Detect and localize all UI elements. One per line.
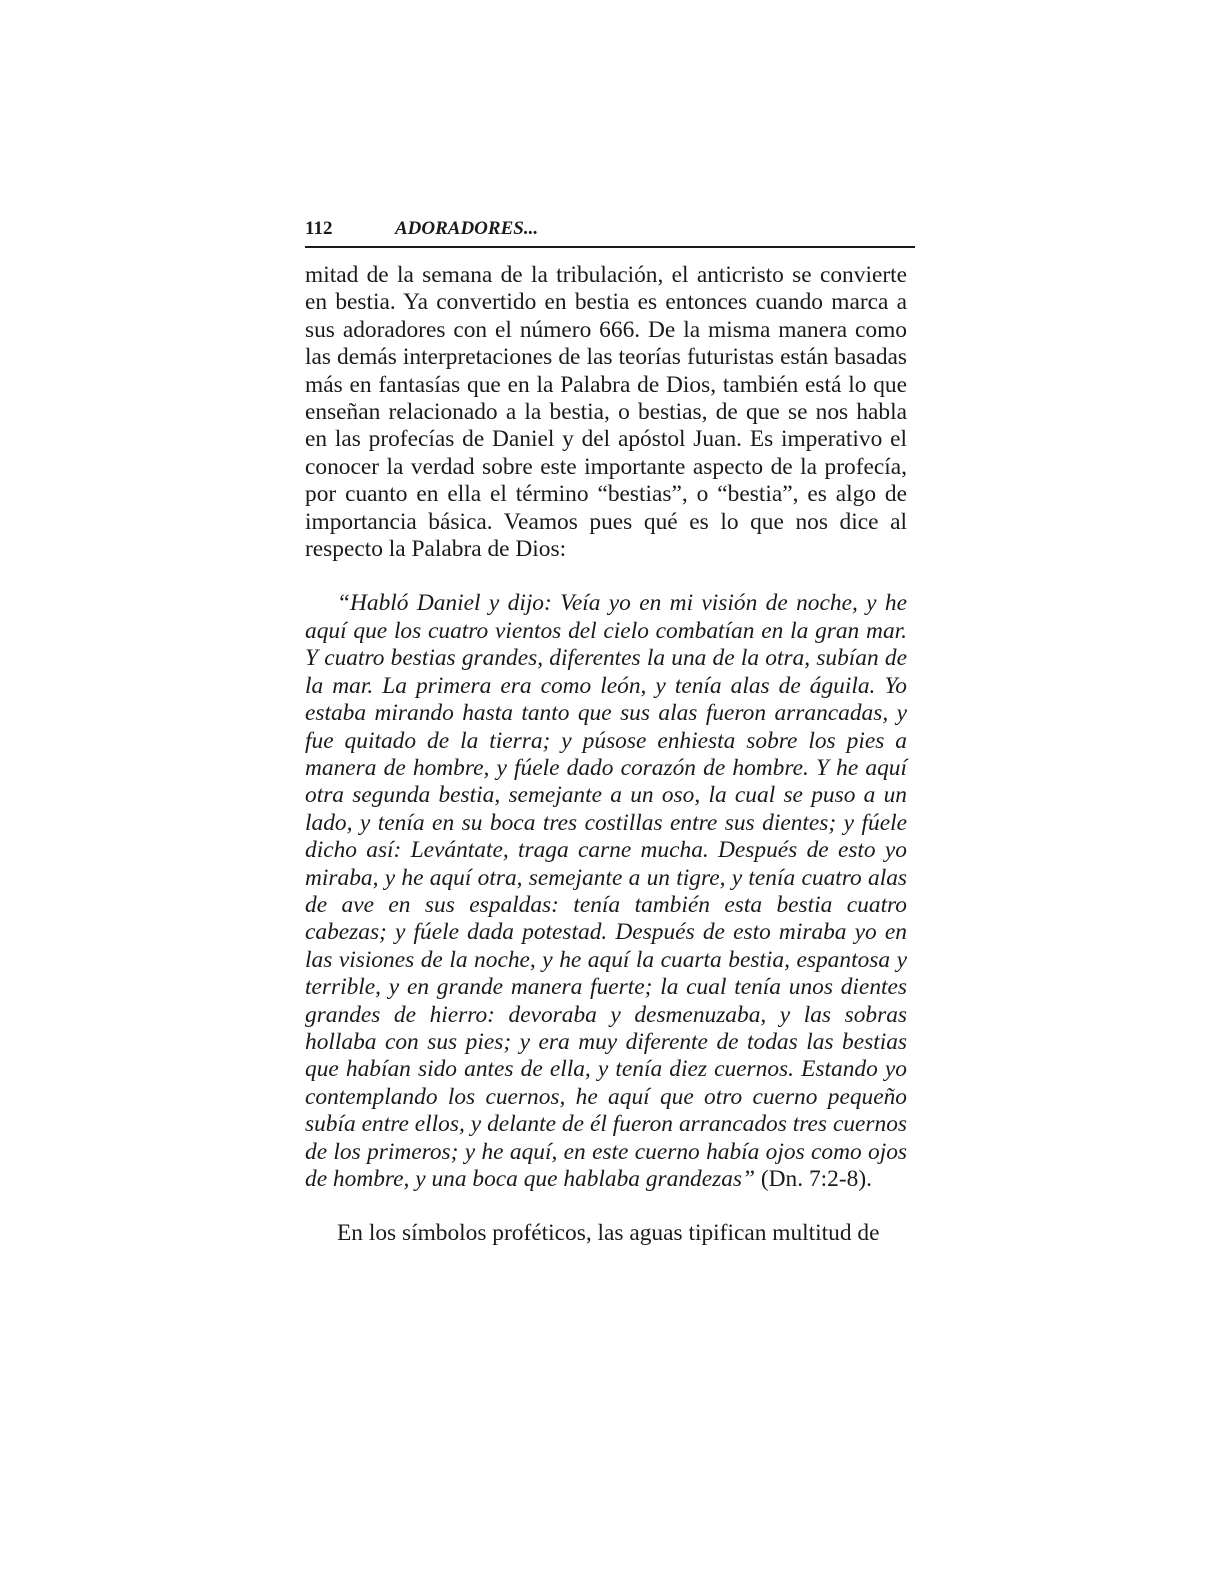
running-header (305, 218, 915, 248)
body-text (305, 262, 907, 1248)
page-number: 112 (305, 218, 333, 239)
book-page (305, 218, 915, 1248)
scripture-quote (305, 590, 907, 1193)
running-title: ADORADORES... (395, 218, 539, 239)
quote-reference: (Dn. 7:2-8). (760, 1166, 872, 1192)
quote-text: “Habló Daniel y dijo: Veía yo en mi visión de noche, y he aquí que los cuatro vientos del cielo combatían en la gran mar. Y cuatro bestias grandes, diferentes la una de la otra, subían de la mar. La primera era como león, y tenía alas de águila. Yo estaba mirando hasta tanto que sus alas fueron arrancadas, y fue quitado de la tierra; y púsose enhiesta sobre los pies a manera de hombre, y fúele dado corazón de hombre. Y he aquí otra segunda bestia, semejante a un oso, la cual se puso a un lado, y tenía en su boca tres costillas entre sus dientes; y fúele dicho así: Levántate, traga carne mucha. Después de esto yo miraba, y he aquí otra, semejante a un tigre, y tenía cuatro alas de ave en sus espaldas: tenía también esta bestia cuatro cabezas; y fúele dada potestad. Después de esto miraba yo en las visiones de la noche, y he aquí la cuarta bestia, espantosa y terrible, y en grande manera fuerte; la cual tenía unos dientes grandes de hierro: devoraba y desmenuzaba, y las sobras hollaba con sus pies; y era muy diferente de todas las bestias que habían sido antes de ella, y tenía diez cuernos. Estando yo contemplando los cuernos, he aquí que otro cuerno pequeño subía entre ellos, y delante de él fueron arrancados tres cuernos de los primeros; y he aquí, en este cuerno había ojos como ojos de hombre, y una boca que hablaba grandezas” (305, 590, 907, 1192)
paragraph: En los símbolos proféticos, las aguas tipifican multitud de (337, 1220, 880, 1247)
paragraph: mitad de la semana de la tribulación, el anticristo se convierte en bestia. Ya convertido en bestia es entonces cuando marca a sus adoradores con el número 666. De la misma manera como las demás interpretaciones de las teorías futuristas están basadas más en fantasías que en la Palabra de Dios, también está lo que enseñan relacionado a la bestia, o bestias, de que se nos habla en las profecías de Daniel y del apóstol Juan. Es imperativo el conocer la verdad sobre este importante aspecto de la profecía, por cuanto en ella el término “bestias”, o “bestia”, es algo de importancia básica. Veamos pues qué es lo que nos dice al respecto la Palabra de Dios: (305, 262, 907, 563)
